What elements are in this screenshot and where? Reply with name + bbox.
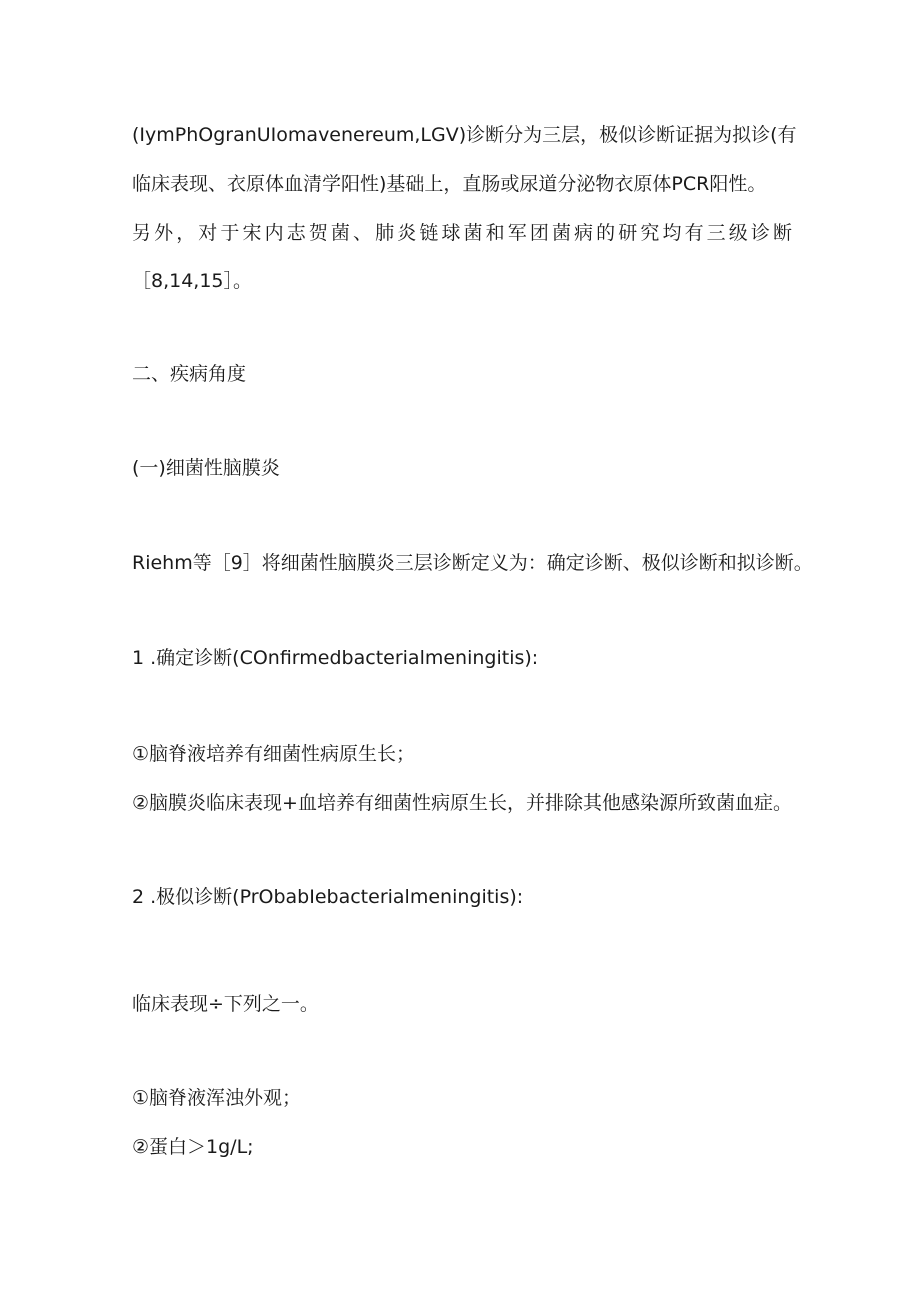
paragraph-riehm: Riehm等［9］将细菌性脑膜炎三层诊断定义为：确定诊断、极似诊断和拟诊断。 (132, 552, 813, 574)
probable-intro: 临床表现÷下列之一。 (132, 993, 319, 1015)
paragraph-lgv-line-2: 临床表现、衣原体血清学阳性)基础上，直肠或尿道分泌物衣原体PCR阳性。 (132, 173, 767, 195)
probable-criterion-2: ②蛋白＞1g/L; (132, 1136, 254, 1158)
probable-criterion-1: ①脑脊液浑浊外观； (132, 1087, 302, 1109)
section-heading: 二、疾病角度 (132, 363, 247, 385)
item-confirmed-heading: 1 .确定诊断(COnfirmedbacterialmeningitis): (132, 647, 539, 669)
paragraph-other-line-2: ［8,14,15］。 (132, 270, 253, 292)
item-probable-heading: 2 .极似诊断(PrObabIebacterialmeningitis): (132, 886, 524, 908)
confirmed-criterion-2: ②脑膜炎临床表现+血培养有细菌性病原生长，并排除其他感染源所致菌血症。 (132, 792, 792, 814)
paragraph-lgv-line-1: (IymPhOgranUIomavenereum,LGV)诊断分为三层，极似诊断证据为拟诊(有 (132, 124, 797, 146)
paragraph-other-line-1: 另外，对于宋内志贺菌、肺炎链球菌和军团菌病的研究均有三级诊断 (132, 222, 792, 244)
subsection-heading: (一)细菌性脑膜炎 (132, 457, 280, 479)
confirmed-criterion-1: ①脑脊液培养有细菌性病原生长； (132, 743, 416, 765)
